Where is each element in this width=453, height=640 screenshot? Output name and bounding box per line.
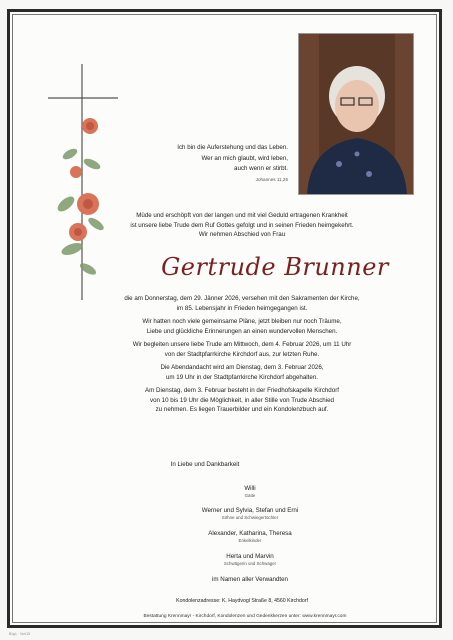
mourner-entry: Willi Gatte (244, 485, 256, 498)
all-relatives: im Namen aller Verwandten (211, 576, 288, 583)
print-code: B1g.L · Vorl.15 (9, 632, 30, 636)
bible-verse: Ich bin die Auferstehung und das Leben. Wer an mich glaubt, wird leben, auch wenn er stirbt. Johannes 11,25 (108, 143, 288, 185)
announcement-body: die am Donnerstag, dem 29. Jänner 2026, versehen mit den Sakramenten der Kirche, im 85. Lebensjahr in Frieden heimgegangen ist. Wir hatten noch viele gemeinsame Pläne, jetzt bleiben nur noch Träume, Liebe und glückliche Erinnerungen an einen wundervollen Menschen. Wir begleiten unsere liebe Trude am Mittwoch, dem 4. Februar 2026, um 11 Uhr von der Stadtpfarrkirche Kirchdorf aus, zur letzten Ruhe. Die Abendandacht wird am Dienstag, dem 3. Februar 2026, um 19 Uhr in der Stadtpfarrkirche Kirchdorf abgehalten. Am Dienstag, dem 3. Februar besteht in der Friedhofskapelle Kirchdorf von 10 bis 19 Uhr die Möglichkeit, in aller Stille von Trude Abschied zu nehmen. Es liegen Trauerbilder und ein Kondolenzbuch auf. (124, 295, 360, 413)
portrait-photo (298, 33, 414, 195)
intro-text: Müde und erschöpft von der langen und mit viel Geduld ertragenen Krankheit ist unsere liebe Trude dem Ruf Gottes gefolgt und in seinen Frieden heimgekehrt. Wir nehmen Abschied von Frau (130, 212, 354, 238)
closing-line: In Liebe und Dankbarkeit (170, 461, 240, 468)
mourner-entry: Werner und Sylvia, Stefan und Erni Söhne und Schwiegertöchter (201, 507, 299, 520)
mourner-entry: Herta und Marvin Schwägerin und Schwager (223, 553, 277, 566)
funeral-home-footer: Bestattung Krennmayr - Kirchdorf, Kondolenzen und Gedenkkerzen unter: www.krennmayr.com (143, 614, 347, 619)
deceased-name: Gertrude Brunner (161, 253, 389, 281)
verse-source: Johannes 11,25 (255, 176, 288, 182)
mourner-entry: Alexander, Katharina, Theresa Enkelkinder (208, 530, 292, 543)
condolence-address: Kondolenzadresse: K. Haydvogl Straße 8, 4560 Kirchdorf (176, 598, 308, 604)
